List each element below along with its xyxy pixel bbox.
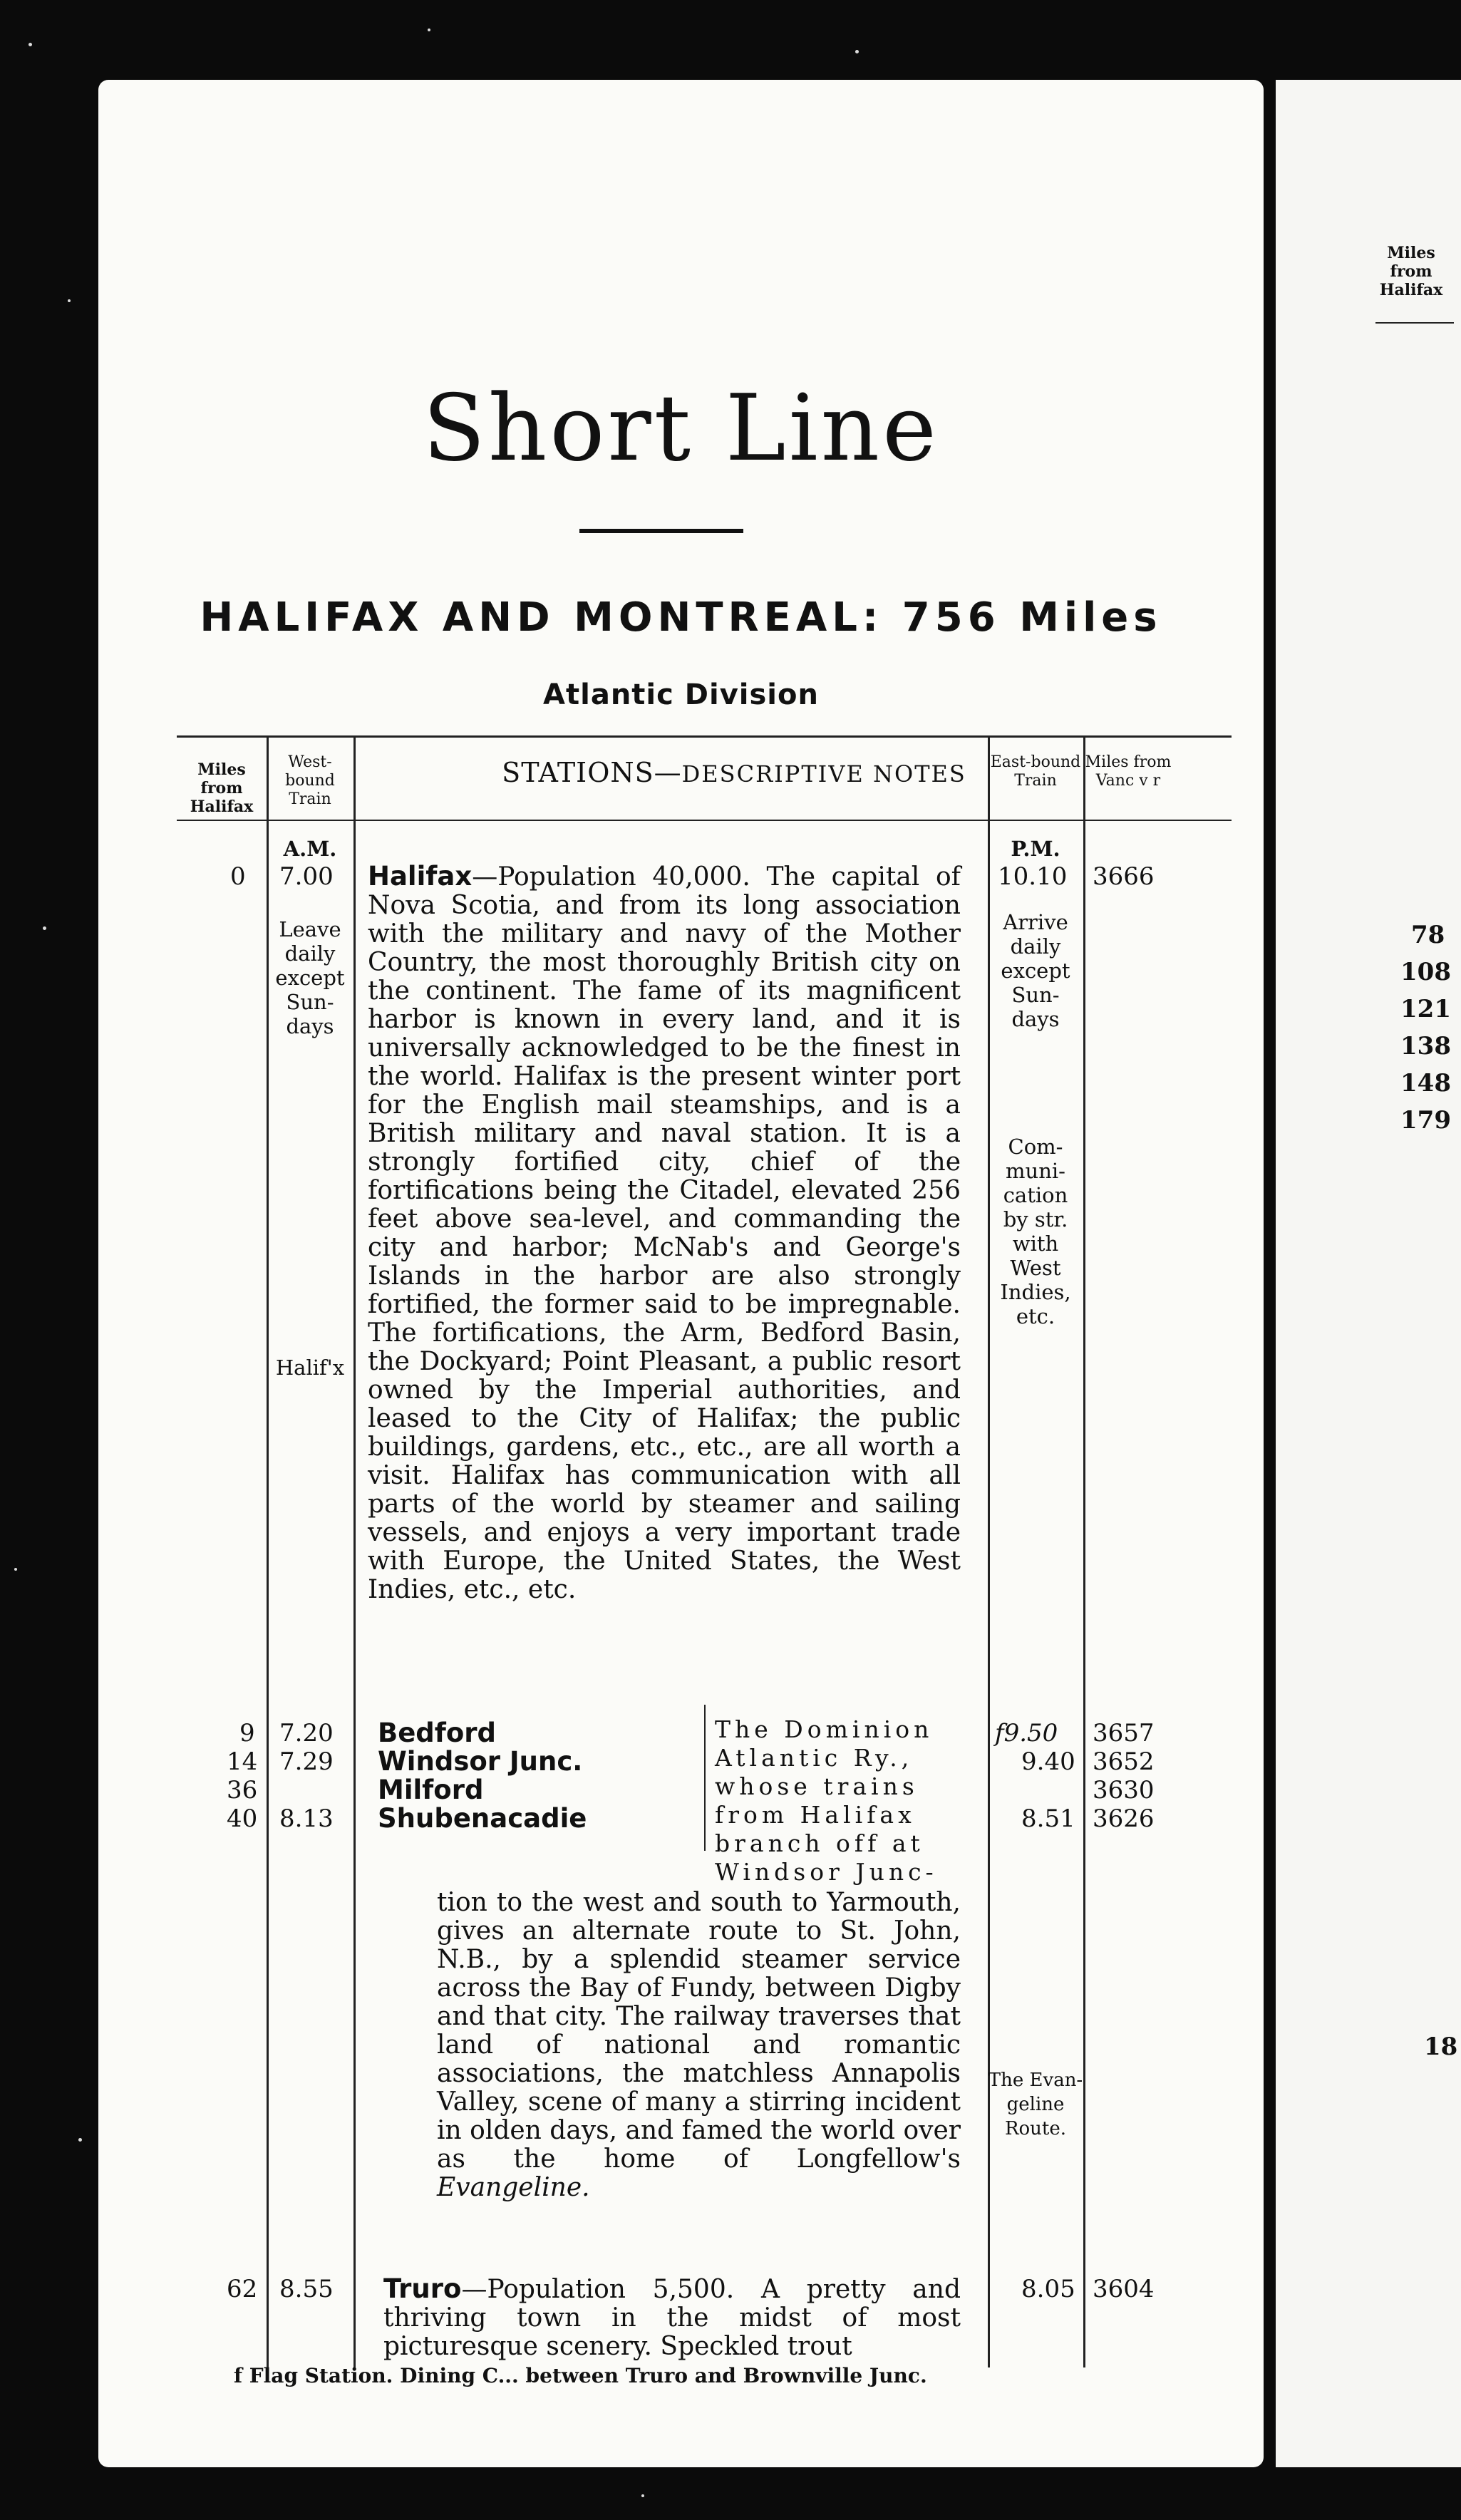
truro-miles: 62 [227,2275,258,2303]
side-note-line: whose trains [715,1772,919,1800]
halifax-west-note: Leave daily except Sun-days [275,917,345,1038]
halifax-text: —Population 40,000. The capital of Nova Scotia, and from its long association with the military and navy of the Mother Country, the most thoroughly British city on the continent. The fame of its magnificent harbor is known in every land, and it is universally acknowledged to be the finest in the world. Halifax is the present winter port for the English mail steamships, and is a British military and naval station. It is a strongly fortified city, chief of the fortifications being the Citadel, elevated 256 feet above sea-level, and commanding the city and harbor; McNab's and George's Islands in the harbor are also strongly fortified, the former said to be impregnable. The fortifications, the Arm, Bedford Basin, the Dockyard; Point Pleasant, a public resort owned by the Imperial authorities, and leased to the City of Halifax; the public buildings, gardens, etc., etc., are all worth a visit. Halifax has communication with all parts of the world by steamer and sailing vessels, and enjoys a very important trade with Europe, the United States, the West Indies, etc., etc. [368,862,961,1604]
side-note-line: from Halifax [715,1801,916,1829]
table-header-rule [177,820,1232,821]
facing-header-rule [1375,322,1454,324]
table-top-rule [177,735,1232,738]
halifax-east-communication: Com-muni-cation by str. with West Indies, etc. [1000,1135,1071,1328]
dust-speck [29,43,32,46]
station-name-bedford: Bedford [378,1718,497,1748]
truro-west-time: 8.55 [279,2275,334,2303]
station-miles: 9 [239,1719,255,1747]
truro-station-name: Truro [383,2273,462,2304]
truro-miles-vancouver: 3604 [1093,2275,1155,2303]
column-divider [353,735,356,2367]
title-rule [579,529,743,533]
truro-description [383,2275,961,2361]
station-miles: 36 [227,1776,258,1804]
station-name-milford: Milford [378,1775,484,1805]
side-note-line: Windsor Junc- [715,1858,938,1886]
truro-east-time: 8.05 [1021,2275,1075,2303]
truro-text: —Population 5,500. A pretty and thriving town in the midst of most picturesque scenery. Speckled trout [383,2275,961,2361]
header-stations-sub: DESCRIPTIVE NOTES [681,760,966,788]
side-note-line: Atlantic Ry., [715,1744,914,1772]
side-note-divider [704,1705,706,1851]
footnote: f Flag Station. Dining C... between Truro and Brownville Junc. [234,2364,927,2387]
column-divider [1083,735,1085,2367]
dust-speck [641,2494,644,2497]
halifax-station-name: Halifax [368,861,473,892]
facing-page [1276,80,1461,2467]
halifax-west-time: 7.00 [279,862,334,891]
facing-miles-header: Miles from Halifax [1379,244,1443,299]
dust-speck [428,29,430,31]
station-name-windsor-junc: Windsor Junc. [378,1746,583,1777]
header-miles-from-vancouver: Miles from Vanc v r [1085,753,1172,790]
side-note-line: branch off at [715,1829,924,1857]
facing-miles: 138 [1400,1032,1451,1060]
station-miles-vancouver: 3630 [1093,1776,1155,1804]
dominion-atlantic-continuation [437,1889,961,2202]
evangeline-route-label: The Evan-geline Route. [988,2070,1083,2139]
halifax-miles: 0 [230,862,246,891]
station-name-shubenacadie: Shubenacadie [378,1803,587,1834]
division-title: Atlantic Division [543,678,819,711]
station-west-time: 7.29 [279,1747,334,1776]
side-note-line: The Dominion [715,1715,934,1743]
halifax-miles-vancouver: 3666 [1093,862,1155,891]
facing-miles: 179 [1400,1106,1451,1135]
station-west-time: 8.13 [279,1804,334,1833]
dust-speck [43,926,46,930]
header-stations-main: STATIONS— [502,757,682,788]
station-miles-vancouver: 3626 [1093,1804,1155,1833]
facing-miles: 121 [1400,995,1451,1023]
station-east-time: 9.40 [1021,1747,1075,1776]
header-stations [420,757,1048,788]
halifax-east-note: Arrive daily except Sun-days [1001,910,1070,1031]
continuation-text: tion to the west and south to Yarmouth, gives an alternate route to St. John, N.B., by a splendid steamer service across the Bay of Fundy, between Digby and that city. The railway traverses that land of national and romantic associations, the matchless Annapolis Valley, scene of many a stirring incident in olden days, and famed the world over as the home of Longfellow's [437,1888,961,2174]
station-miles: 40 [227,1804,258,1833]
header-eastbound: East-bound Train [990,753,1081,790]
dust-speck [14,1568,17,1571]
dust-speck [855,50,859,53]
facing-miles: 148 [1400,1069,1451,1098]
evangeline-title: Evangeline. [437,2173,590,2202]
halifax-west-ampm: A.M. [283,837,337,861]
dust-speck [78,2138,82,2142]
route-title: HALIFAX AND MONTREAL: 756 Miles [200,594,1162,641]
page-title: Short Line [423,376,939,482]
facing-miles: 18 [1424,2033,1458,2061]
station-east-time: f9.50 [995,1719,1058,1747]
header-miles-from-halifax: Miles from Halifax [190,760,254,816]
station-east-time: 8.51 [1021,1804,1075,1833]
station-miles-vancouver: 3657 [1093,1719,1155,1747]
facing-miles: 78 [1411,921,1445,949]
halifax-halifx-label: Halif'x [275,1355,345,1380]
halifax-description [368,862,961,1604]
station-miles-vancouver: 3652 [1093,1747,1155,1776]
station-miles: 14 [227,1747,258,1776]
header-westbound: West-bound Train [285,753,335,808]
halifax-east-ampm: P.M. [1011,837,1060,861]
dust-speck [68,299,71,302]
timetable-page [98,80,1264,2467]
station-west-time: 7.20 [279,1719,334,1747]
facing-miles: 108 [1400,958,1451,986]
dominion-atlantic-note [715,1715,971,1886]
halifax-east-time: 10.10 [998,862,1068,891]
